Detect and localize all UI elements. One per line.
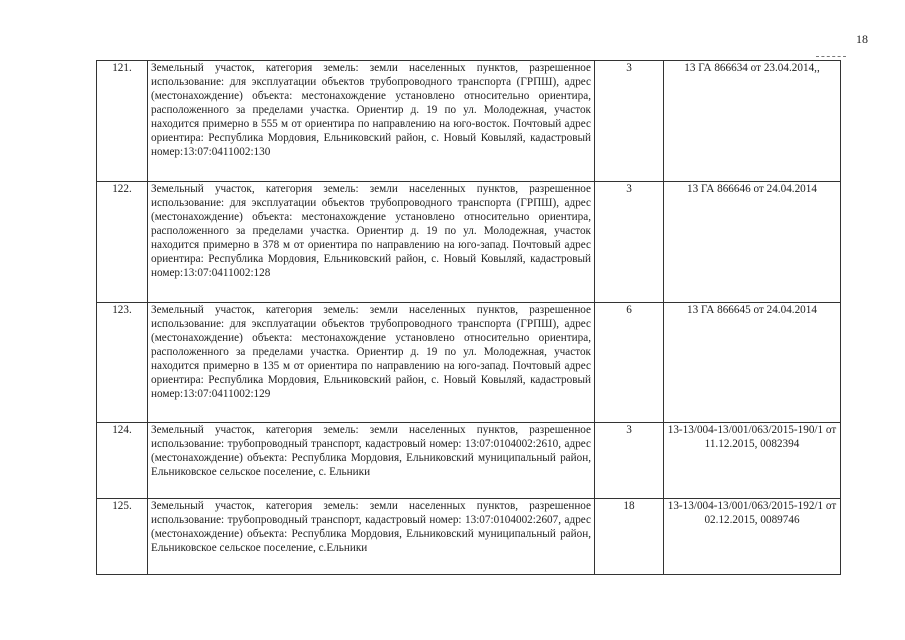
- row-quantity: 6: [595, 303, 664, 423]
- table-row: [97, 499, 841, 575]
- row-description: Земельный участок, категория земель: земли населенных пунктов, разрешенное использование: трубопроводный транспорт, кадастровый номер: 13:07:0104002:2607, адрес (местонахождение) объекта: Республика Мордовия, Ельниковский муниципальный район, Ельниковское сельское поселение, с.Ельники: [148, 499, 595, 575]
- row-description: Земельный участок, категория земель: земли населенных пунктов, разрешенное использование: для эксплуатации объектов трубопроводного транспорта (ГРПШ), адрес (местонахождение) объекта: местонахождение установлено относительно ориентира, расположенного за пределами участка. Ориентир д. 19 по ул. Молодежная, участок находится примерно в 135 м от ориентира по направлению на юго-запад. Почтовый адрес ориентира: Республика Мордовия, Ельниковский район, с. Новый Ковыляй, кадастровый номер:13:07:0411002:129: [148, 303, 595, 423]
- row-document: 13 ГА 866634 от 23.04.2014,,: [664, 61, 841, 182]
- row-document: 13-13/004-13/001/063/2015-192/1 от 02.12.2015, 0089746: [664, 499, 841, 575]
- land-registry-table: [96, 60, 841, 575]
- table-row: [97, 303, 841, 423]
- row-description: Земельный участок, категория земель: земли населенных пунктов, разрешенное использование: для эксплуатации объектов трубопроводного транспорта (ГРПШ), адрес (местонахождение) объекта: местонахождение установлено относительно ориентира, расположенного за пределами участка. Ориентир д. 19 по ул. Молодежная, участок находится примерно в 555 м от ориентира по направлению на юго-восток. Почтовый адрес ориентира: Республика Мордовия, Ельниковский район, с. Новый Ковыляй, кадастровый номер:13:07:0411002:130: [148, 61, 595, 182]
- row-document: 13 ГА 866645 от 24.04.2014: [664, 303, 841, 423]
- table-row: [97, 182, 841, 303]
- row-document: 13 ГА 866646 от 24.04.2014: [664, 182, 841, 303]
- row-number: 124.: [97, 423, 148, 499]
- row-quantity: 3: [595, 423, 664, 499]
- row-document: 13-13/004-13/001/063/2015-190/1 от 11.12.2015, 0082394: [664, 423, 841, 499]
- row-quantity: 3: [595, 61, 664, 182]
- row-number: 125.: [97, 499, 148, 575]
- scan-mark: [816, 46, 846, 57]
- row-number: 121.: [97, 61, 148, 182]
- row-quantity: 3: [595, 182, 664, 303]
- table-row: [97, 423, 841, 499]
- row-description: Земельный участок, категория земель: земли населенных пунктов, разрешенное использование: для эксплуатации объектов трубопроводного транспорта (ГРПШ), адрес (местонахождение) объекта: местонахождение установлено относительно ориентира, расположенного за пределами участка. Ориентир д. 19 по ул. Молодежная, участок находится примерно в 378 м от ориентира по направлению на юго-запад. Почтовый адрес ориентира: Республика Мордовия, Ельниковский район, с. Новый Ковыляй, кадастровый номер:13:07:0411002:128: [148, 182, 595, 303]
- row-description: Земельный участок, категория земель: земли населенных пунктов, разрешенное использование: трубопроводный транспорт, кадастровый номер: 13:07:0104002:2610, адрес (местонахождение) объекта: Республика Мордовия, Ельниковский муниципальный район, Ельниковское сельское поселение, с. Ельники: [148, 423, 595, 499]
- table-row: [97, 61, 841, 182]
- page-number: 18: [856, 32, 868, 46]
- row-quantity: 18: [595, 499, 664, 575]
- row-number: 122.: [97, 182, 148, 303]
- row-number: 123.: [97, 303, 148, 423]
